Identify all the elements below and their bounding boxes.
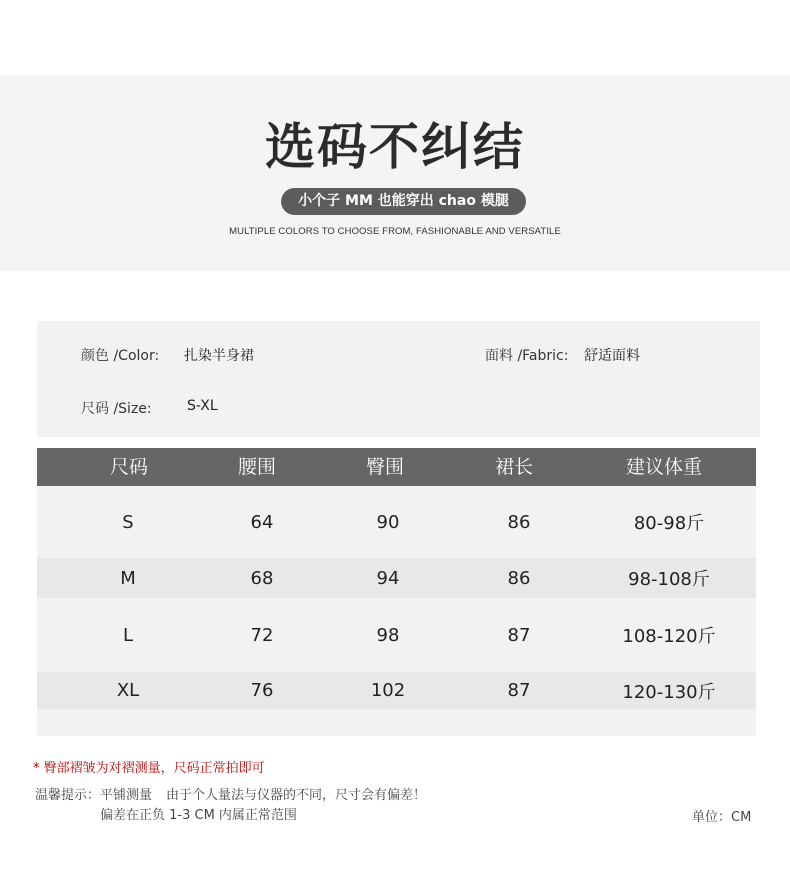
table-cell: 94 <box>376 567 400 589</box>
table-cell: 86 <box>507 567 531 589</box>
size-value: S-XL <box>187 398 218 414</box>
table-cell: 80-98斤 <box>633 513 705 534</box>
tip-line-1 <box>35 784 426 803</box>
table-cell: 68 <box>250 567 274 589</box>
tip-rest: 由于个人量法与仪器的不同，尺寸会有偏差！ <box>166 788 427 803</box>
table-cell: 90 <box>376 511 400 533</box>
header-size: 尺码 <box>109 456 149 478</box>
table-cell: 87 <box>507 624 531 646</box>
english-subtitle: MULTIPLE COLORS TO CHOOSE FROM, FASHIONABLE AND VERSATILE <box>229 226 561 237</box>
table-row <box>37 486 756 558</box>
table-row <box>37 558 756 598</box>
header-hip: 臀围 <box>365 456 405 478</box>
tip-prefix: 温馨提示：平铺测量 <box>35 788 153 803</box>
table-cell: 64 <box>250 511 274 533</box>
table-cell: 72 <box>250 624 274 646</box>
table-cell: 76 <box>250 680 274 701</box>
hero-banner <box>0 75 790 271</box>
table-cell: 87 <box>507 680 531 701</box>
fabric-value: 舒适面料 <box>584 348 640 364</box>
fabric-info <box>485 345 640 365</box>
fabric-label: 面料 /Fabric: <box>485 348 569 364</box>
color-info <box>81 345 254 365</box>
table-row <box>37 672 756 709</box>
header-weight: 建议体重 <box>625 456 703 478</box>
header-waist: 腰围 <box>237 456 277 478</box>
table-cell: 120-130斤 <box>622 681 716 703</box>
table-cell: S <box>122 511 134 533</box>
subtitle-badge: 小个子 MM 也能穿出 chao 模腿 <box>281 188 526 215</box>
size-label: 尺码 /Size: <box>81 401 152 417</box>
table-cell: L <box>122 624 134 646</box>
header-length: 裙长 <box>494 456 534 478</box>
table-header <box>37 448 756 486</box>
page-title: 选码不纠结 <box>265 118 525 176</box>
product-info-panel <box>37 321 760 437</box>
color-label: 颜色 /Color: <box>81 348 160 364</box>
table-cell: 102 <box>370 680 406 701</box>
measurement-note: * 臀部褶皱为对褶测量，尺码正常拍即可 <box>33 761 265 776</box>
table-cell: 98-108斤 <box>628 569 710 590</box>
table-row <box>37 598 756 672</box>
tip-line-2: 偏差在正负 1-3 CM 内属正常范围 <box>100 808 297 823</box>
table-cell: 86 <box>507 511 531 533</box>
table-cell: XL <box>116 680 140 701</box>
table-cell: 98 <box>376 624 400 646</box>
table-cell: M <box>120 567 136 589</box>
table-cell: 108-120斤 <box>622 626 716 647</box>
size-info <box>81 398 218 418</box>
unit-label: 单位：CM <box>692 810 752 825</box>
color-value: 扎染半身裙 <box>184 348 254 364</box>
size-chart-table <box>37 448 756 736</box>
